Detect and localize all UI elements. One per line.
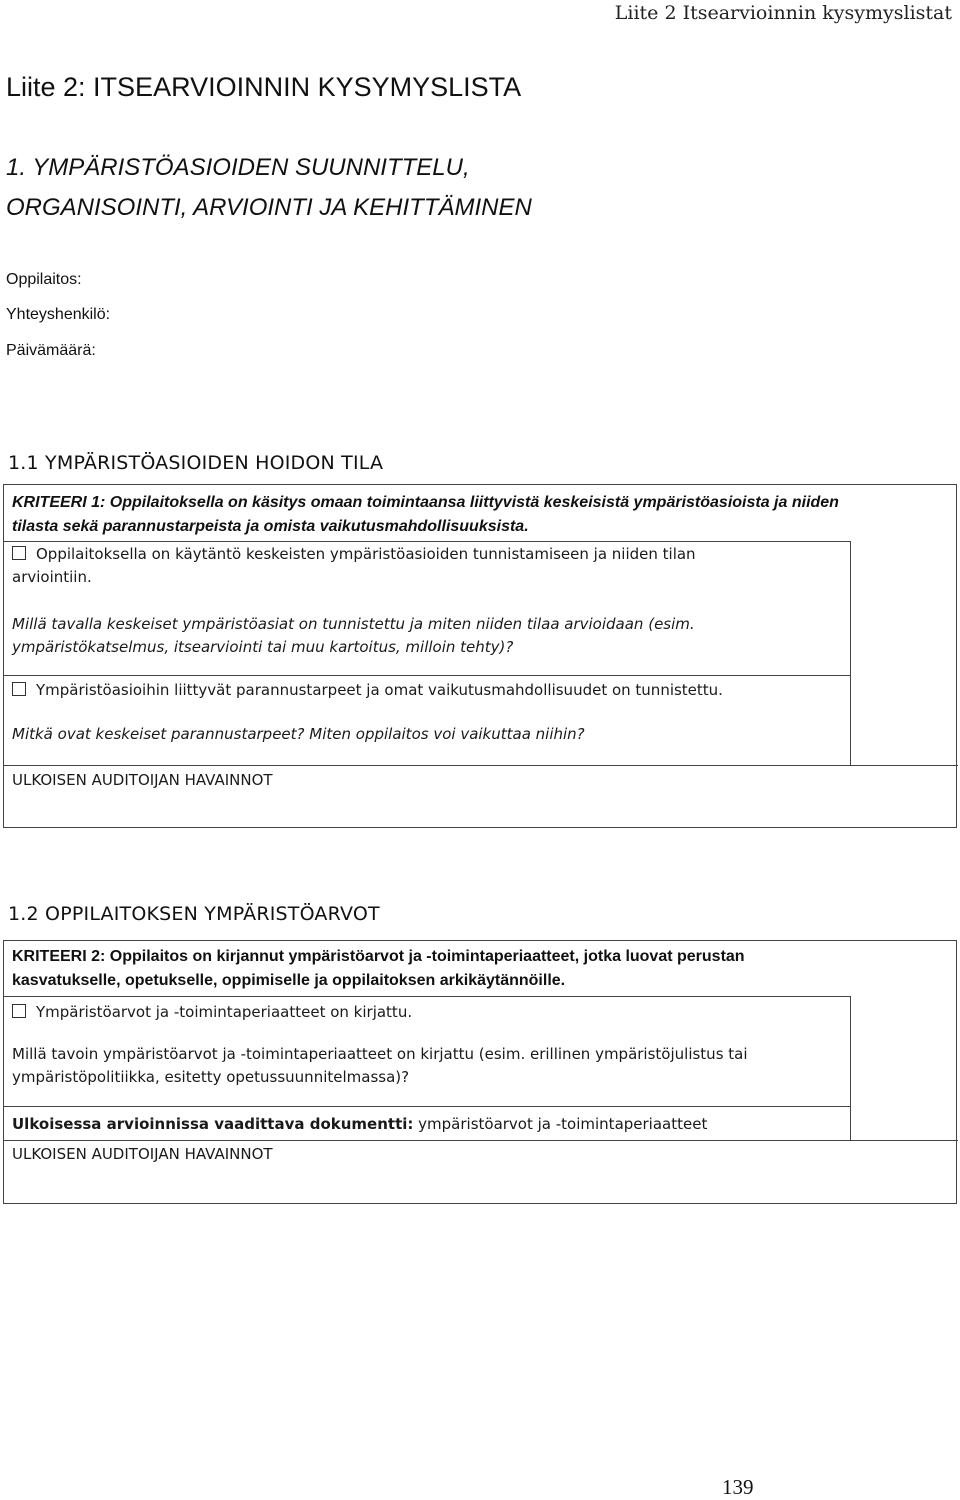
section-title-line-2: ORGANISOINTI, ARVIOINTI JA KEHITTÄMINEN	[6, 194, 532, 221]
running-header: Liite 2 Itsearvioinnin kysymyslistat	[614, 2, 952, 24]
auditor-notes-label-1: ULKOISEN AUDITOIJAN HAVAINNOT	[12, 771, 273, 789]
row-divider	[4, 675, 851, 676]
criteria-2-text	[12, 945, 745, 993]
criteria-1-table	[3, 484, 957, 828]
checklist-item-2	[12, 679, 723, 702]
checkbox-1[interactable]	[12, 546, 26, 560]
field-school: Oppilaitos:	[6, 271, 82, 288]
question-1-line-2: ympäristökatselmus, itsearviointi tai muu kartoitus, milloin tehty)?	[12, 638, 514, 656]
checklist-item-2-text: Ympäristöasioihin liittyvät parannustarpeet ja omat vaikutusmahdollisuudet on tunnistettu.	[36, 681, 723, 699]
required-document	[12, 1113, 707, 1136]
criteria-2-line-2: kasvatukselle, opetukselle, oppimiselle ja oppilaitoksen arkikäytännöille.	[12, 972, 566, 989]
auditor-notes-label-2: ULKOISEN AUDITOIJAN HAVAINNOT	[12, 1145, 273, 1163]
column-divider	[850, 996, 851, 1141]
field-date: Päivämäärä:	[6, 342, 96, 359]
row-divider	[4, 1106, 851, 1107]
subsection-title-1-1: 1.1 YMPÄRISTÖASIOIDEN HOIDON TILA	[8, 452, 384, 474]
row-divider	[4, 996, 851, 997]
criteria-1-text	[12, 491, 839, 539]
subsection-title-1-2: 1.2 OPPILAITOKSEN YMPÄRISTÖARVOT	[8, 903, 380, 925]
section-title	[6, 148, 532, 228]
checkbox-3[interactable]	[12, 1004, 26, 1018]
row-divider	[4, 765, 958, 766]
checkbox-2[interactable]	[12, 682, 26, 696]
checklist-item-3-text: Ympäristöarvot ja -toimintaperiaatteet on kirjattu.	[36, 1003, 413, 1021]
criteria-1-line-1: KRITEERI 1: Oppilaitoksella on käsitys omaan toimintaansa liittyvistä keskeisistä ympäristöasioista ja niiden	[12, 494, 839, 511]
question-3-line-2: ympäristöpolitiikka, esitetty opetussuunnitelmassa)?	[12, 1068, 410, 1086]
question-3-line-1: Millä tavoin ympäristöarvot ja -toimintaperiaatteet on kirjattu (esim. erillinen ympäristöjulistus tai	[12, 1045, 748, 1063]
question-1-line-1: Millä tavalla keskeiset ympäristöasiat on tunnistettu ja miten niiden tilaa arvioidaan (esim.	[12, 615, 695, 633]
checklist-item-1-line-1: Oppilaitoksella on käytäntö keskeisten ympäristöasioiden tunnistamiseen ja niiden tilan	[36, 545, 696, 563]
required-document-label: Ulkoisessa arvioinnissa vaadittava dokumentti:	[12, 1115, 414, 1133]
question-1	[12, 613, 842, 659]
checklist-item-1-line-2: arviointiin.	[12, 568, 92, 586]
row-divider	[4, 541, 851, 542]
question-2: Mitkä ovat keskeiset parannustarpeet? Miten oppilaitos voi vaikuttaa niihin?	[12, 725, 585, 743]
column-divider	[850, 541, 851, 766]
section-title-line-1: 1. YMPÄRISTÖASIOIDEN SUUNNITTELU,	[6, 154, 470, 181]
criteria-2-line-1: KRITEERI 2: Oppilaitos on kirjannut ympäristöarvot ja -toimintaperiaatteet, jotka luovat perustan	[12, 948, 745, 965]
page-number: 139	[722, 1475, 754, 1499]
question-3	[12, 1043, 842, 1089]
field-contact: Yhteyshenkilö:	[6, 306, 111, 323]
row-divider	[4, 1140, 958, 1141]
checklist-item-1	[12, 543, 842, 589]
checklist-item-3	[12, 1001, 412, 1024]
criteria-1-line-2: tilasta sekä parannustarpeista ja omista vaikutusmahdollisuuksista.	[12, 518, 529, 535]
criteria-2-table	[3, 940, 957, 1204]
page-title: Liite 2: ITSEARVIOINNIN KYSYMYSLISTA	[6, 72, 522, 102]
required-document-value: ympäristöarvot ja -toimintaperiaatteet	[418, 1115, 708, 1133]
